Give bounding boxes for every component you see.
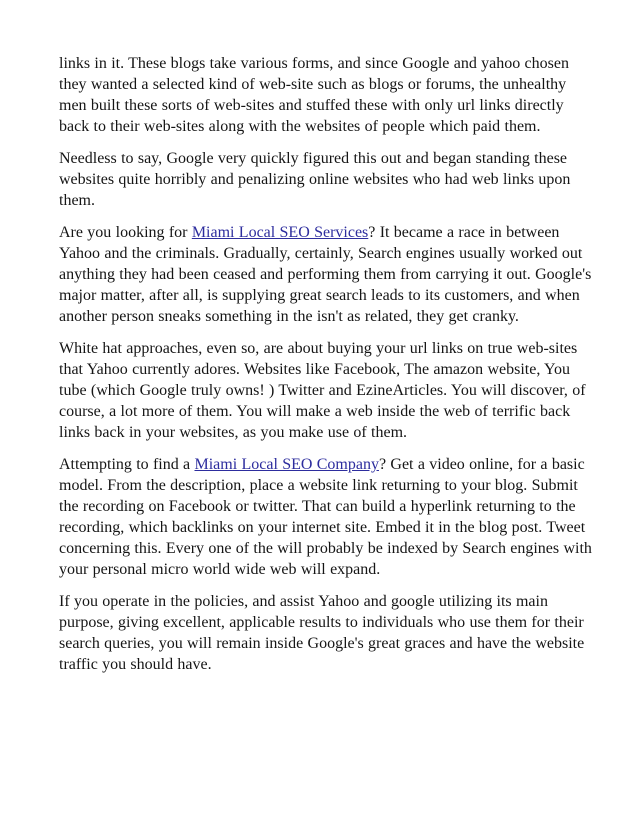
paragraph-text: Attempting to find a	[59, 456, 195, 473]
miami-local-seo-services-link[interactable]: Miami Local SEO Services	[191, 224, 369, 241]
paragraph-3	[59, 222, 596, 327]
paragraph-5	[59, 454, 596, 580]
paragraph-4	[59, 338, 596, 443]
paragraph-text: Are you looking for	[59, 224, 192, 241]
paragraph-text: If you operate in the policies, and assist Yahoo and google utilizing its main purpose, giving excellent, applicable results to individuals who use them for their search queries, you will remain inside Google's great graces and have the website traffic you should have.	[59, 593, 585, 673]
paragraph-2	[59, 148, 596, 211]
paragraph-6	[59, 591, 596, 675]
miami-local-seo-company-link[interactable]: Miami Local SEO Company	[194, 456, 379, 473]
paragraph-text: links in it. These blogs take various forms, and since Google and yahoo chosen they wanted a selected kind of web-site such as blogs or forums, the unhealthy men built these sorts of web-sites and stuffed these with only url links directly back to their web-sites along with the websites of people which paid them.	[59, 55, 569, 135]
paragraph-text: Needless to say, Google very quickly figured this out and began standing these websites quite horribly and penalizing online websites who had web links upon them.	[59, 150, 571, 209]
paragraph-1	[59, 53, 596, 137]
paragraph-text: ? It became a race in between Yahoo and the criminals. Gradually, certainly, Search engines usually worked out anything they had been ceased and performing them from carrying it out. Google's major matter, after all, is supplying great search leads to its customers, and when another person sneaks something in the isn't as related, they get cranky.	[59, 224, 592, 325]
paragraph-text: White hat approaches, even so, are about buying your url links on true web-sites that Yahoo currently adores. Websites like Facebook, The amazon website, You tube (which Google truly owns! ) Twitter and EzineArticles. You will discover, of course, a lot more of them. You will make a web inside the web of terrific back links back in your websites, as you make use of them.	[59, 340, 586, 441]
paragraph-text: ? Get a video online, for a basic model. From the description, place a website link returning to your blog. Submit the recording on Facebook or twitter. That can build a hyperlink returning to the recording, which backlinks on your internet site. Embed it in the blog post. Tweet concerning this. Every one of the will probably be indexed by Search engines with your personal micro world wide web will expand.	[59, 456, 592, 578]
